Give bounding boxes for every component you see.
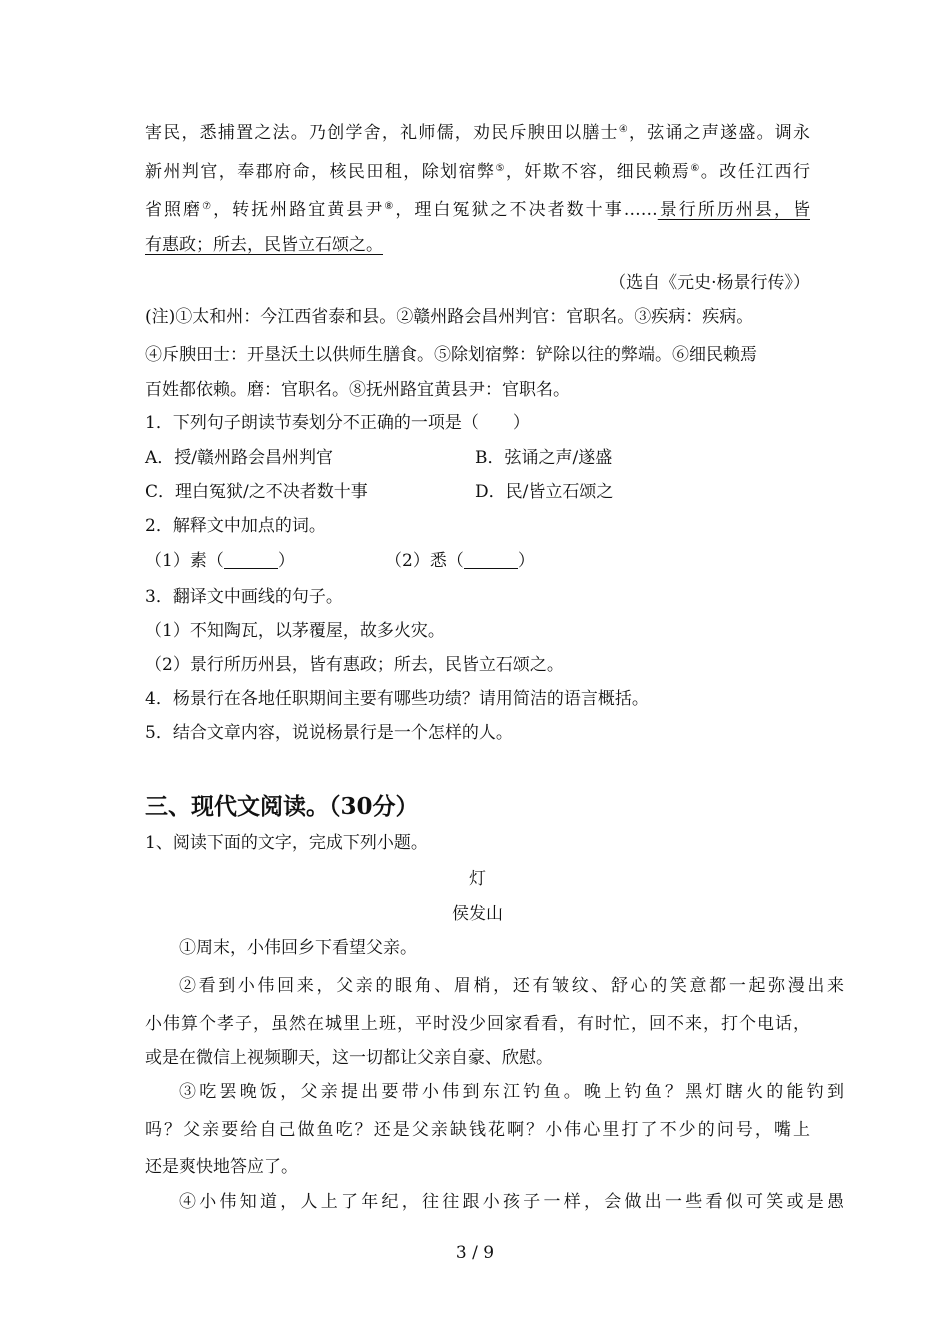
option-a: A．授/赣州路会昌州判官 — [145, 448, 334, 468]
footnote-marker: ⑧ — [384, 201, 396, 212]
passage-line-1 — [145, 113, 810, 150]
page-number: 3 / 9 — [455, 1243, 495, 1263]
paragraph-2-line-1: ②看到小伟回来，父亲的眼角、眉梢，还有皱纹、舒心的笑意都一起弥漫出来 — [179, 976, 844, 996]
passage-line-4 — [145, 228, 810, 262]
section-intro: 1、阅读下面的文字，完成下列小题。 — [145, 833, 428, 853]
question-3-item-2: （2）景行所历州县，皆有惠政；所去，民皆立石颂之。 — [145, 655, 564, 675]
article-title: 灯 — [469, 869, 486, 889]
text: （1）素（ — [145, 551, 224, 571]
footnote-marker: ⑤ — [495, 163, 506, 174]
note-line-3: 百姓都依赖。磨：官职名。⑧抚州路宜黄县尹：官职名。 — [145, 380, 570, 400]
passage-line-3 — [145, 190, 810, 227]
answer-blank[interactable] — [464, 550, 518, 569]
paragraph-3-line-2: 吗？父亲要给自己做鱼吃？还是父亲缺钱花啊？小伟心里打了不少的问号，嘴上 — [145, 1120, 810, 1140]
text: ） — [277, 551, 295, 571]
text: ，转抚州路宜黄县尹 — [213, 200, 385, 220]
text: 。改任江西行 — [700, 162, 811, 182]
text: ，弦诵之声遂盛。调永 — [629, 123, 811, 143]
paragraph-1: ①周末，小伟回乡下看望父亲。 — [179, 938, 417, 958]
question-1-options-row-2 — [145, 475, 810, 509]
paragraph-3-line-3: 还是爽快地答应了。 — [145, 1157, 298, 1177]
text: ，奸欺不容，细民赖焉 — [505, 162, 691, 182]
footnote-marker: ⑥ — [690, 163, 701, 174]
q2-item-2 — [385, 544, 535, 578]
question-1-options-row-1 — [145, 441, 810, 475]
question-1: 1．下列句子朗读节奏划分不正确的一项是（ ） — [145, 413, 530, 433]
note-line-1: (注)①太和州：今江西省泰和县。②赣州路会昌州判官：官职名。③疾病：疾病。 — [145, 307, 754, 327]
option-b: B．弦诵之声/遂盛 — [475, 448, 613, 468]
question-3-item-1: （1）不知陶瓦，以茅覆屋，故多火灾。 — [145, 621, 445, 641]
paragraph-3-line-1: ③吃罢晚饭，父亲提出要带小伟到东江钓鱼。晚上钓鱼？黑灯瞎火的能钓到 — [179, 1082, 844, 1102]
question-5: 5．结合文章内容，说说杨景行是一个怎样的人。 — [145, 723, 513, 743]
question-3: 3．翻译文中画线的句子。 — [145, 587, 343, 607]
question-4: 4．杨景行在各地任职期间主要有哪些功绩？请用简洁的语言概括。 — [145, 689, 649, 709]
q2-item-1 — [145, 551, 295, 571]
passage-source: （选自《元史·杨景行传》） — [609, 273, 810, 293]
underlined-sentence: 景行所历州县，皆 — [657, 200, 810, 220]
answer-blank[interactable] — [224, 550, 278, 569]
text: （2）悉（ — [385, 551, 464, 571]
question-2-blanks — [145, 544, 810, 578]
option-d: D．民/皆立石颂之 — [475, 482, 614, 502]
text: ，理白冤狱之不决者数十事…… — [395, 200, 658, 220]
option-c: C．理白冤狱/之不决者数十事 — [145, 482, 368, 502]
paragraph-2-line-2: 小伟算个孝子，虽然在城里上班，平时没少回家看看，有时忙，回不来，打个电话， — [145, 1014, 810, 1034]
note-line-2: ④斥腴田士：开垦沃土以供师生膳食。⑤除划宿弊：铲除以往的弊端。⑥细民赖焉 — [145, 345, 757, 365]
section-heading: 三、现代文阅读。（30分） — [145, 793, 419, 820]
paragraph-4-line-1: ④小伟知道，人上了年纪，往往跟小孩子一样，会做出一些看似可笑或是愚 — [179, 1192, 844, 1212]
question-2: 2．解释文中加点的词。 — [145, 516, 326, 536]
text: ） — [517, 551, 535, 571]
text: 害民，悉捕置之法。乃创学舍，礼师儒，劝民斥腴田以膳士 — [145, 123, 619, 143]
text: 新州判官，奉郡府命，核民田租，除划宿弊 — [145, 162, 496, 182]
underlined-sentence: 有惠政；所去，民皆立石颂之。 — [145, 235, 383, 255]
text: 省照磨 — [145, 200, 203, 220]
article-author: 侯发山 — [452, 904, 503, 924]
paragraph-2-line-3: 或是在微信上视频聊天，这一切都让父亲自豪、欣慰。 — [145, 1048, 553, 1068]
footnote-marker: ④ — [618, 124, 630, 135]
passage-line-2 — [145, 152, 810, 189]
footnote-marker: ⑦ — [202, 201, 214, 212]
